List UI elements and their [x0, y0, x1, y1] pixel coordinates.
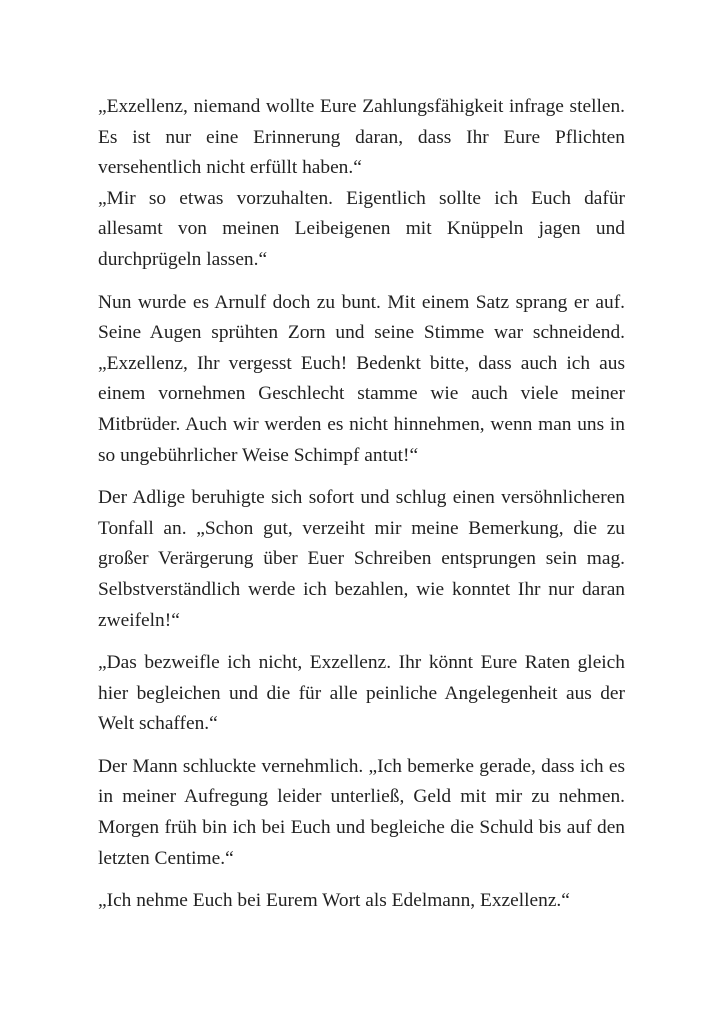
paragraph-3: Nun wurde es Arnulf doch zu bunt. Mit einem Satz sprang er auf. Seine Augen sprühten Zorn und seine Stimme war schneidend. „Exzellenz, Ihr vergesst Euch! Bedenkt bitte, dass auch ich aus einem vornehmen Geschlecht stamme wie auch viele meiner Mitbrüder. Auch wir werden es nicht hinnehmen, wenn man uns in so ungebührlicher Weise Schimpf antut!“	[98, 291, 625, 466]
paragraph-2: „Mir so etwas vorzuhalten. Eigentlich sollte ich Euch dafür allesamt von meinen Leibeigenen mit Knüppeln jagen und durchprügeln lassen.“	[98, 187, 625, 270]
paragraph-6: Der Mann schluckte vernehmlich. „Ich bemerke gerade, dass ich es in meiner Aufregung leider unterließ, Geld mit mir zu nehmen. Morgen früh bin ich bei Euch und begleiche die Schuld bis auf den letzten Centime.“	[98, 755, 625, 869]
paragraph-4: Der Adlige beruhigte sich sofort und schlug einen versöhnlicheren Tonfall an. „Schon gut, verzeiht mir meine Bemerkung, die zu großer Verärgerung über Euer Schreiben entsprungen sein mag. Selbstverständlich werde ich bezahlen, wie konntet Ihr nur daran zweifeln!“	[98, 487, 625, 631]
document-page	[98, 92, 625, 917]
paragraph-5: „Das bezweifle ich nicht, Exzellenz. Ihr könnt Eure Raten gleich hier begleichen und die für alle peinliche Angelegenheit aus der Welt schaffen.“	[98, 652, 625, 735]
paragraph-1: „Exzellenz, niemand wollte Eure Zahlungsfähigkeit infrage stellen. Es ist nur eine Erinnerung daran, dass Ihr Eure Pflichten versehentlich nicht erfüllt haben.“	[98, 96, 625, 179]
paragraph-7: „Ich nehme Euch bei Eurem Wort als Edelmann, Exzellenz.“	[98, 890, 570, 912]
